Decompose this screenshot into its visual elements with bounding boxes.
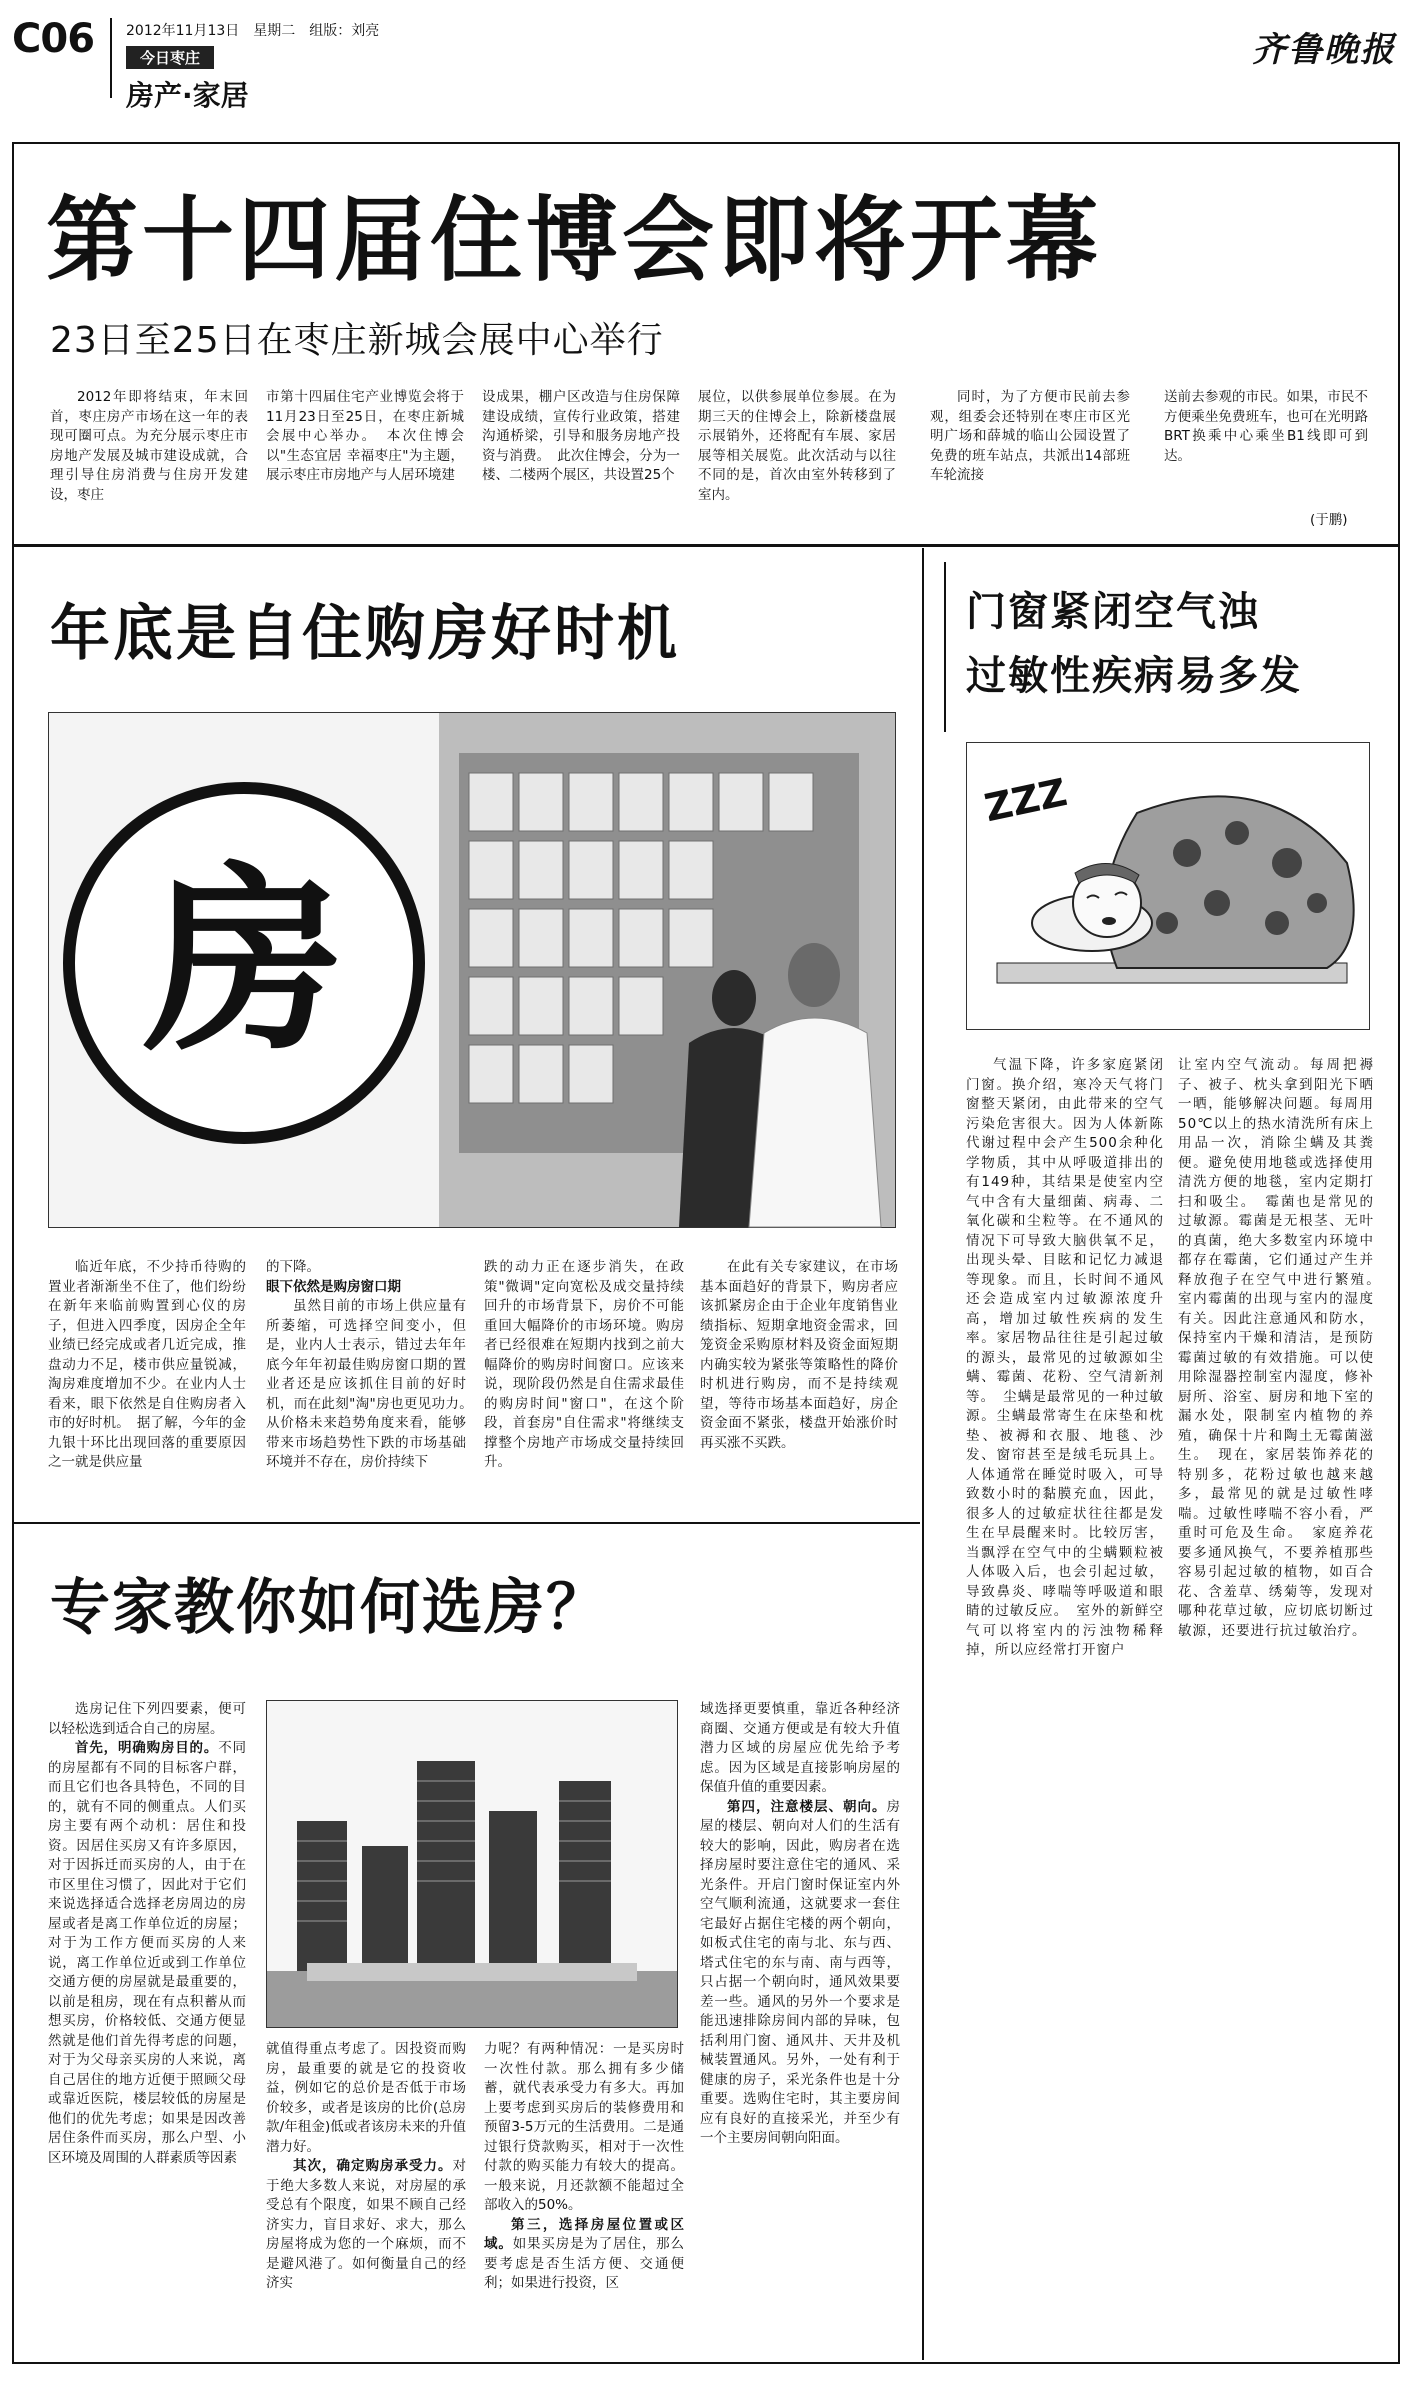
article2-col-d: 域选择更要慎重，靠近各种经济商圈、交通方便或是有较大升值潜力区域的房屋应优先给予考虑。因为区域是直接影响房屋的保值升值的重要因素。 第四，注意楼层、朝向。房屋的楼层、朝向对人们的生活有较大的影响，因此，购房者在选择房屋时要注意住宅的通风、采光条件。开启门窗时保证室内外空气顺利流通，这就要求一套住宅最好占据住宅楼的两个朝向，如板式住宅的南与北、东与西、塔式住宅的东与南、南与西等，只占据一个朝向时，通风效果要差一些。通风的另外一个要求是能迅速排除房间内部的异味，包括利用门窗、通风井、天井及机械装置通风。另外，一处有利于健康的房子，采光条件也是十分重要。选购住宅时，其主要房间应有良好的直接采光，并至少有一个主要房间朝向阳面。 [700, 1701, 900, 2146]
lead-col-4: 展位，以供参展单位参展。在为期三天的住博会上，除新楼盘展示展销外，还将配有车展、家居展等相关展览。此次活动与以往不同的是，首次由室外转移到了室内。 [698, 389, 896, 503]
sidebar-left-rule [944, 562, 946, 732]
edition-badge: 今日枣庄 [126, 46, 214, 69]
article1-col-2: 的下降。 眼下依然是购房窗口期 虽然目前的市场上供应量有所萎缩，可选择空间变小，但是，业内人士表示，错过去年年底今年年初最佳购房窗口期的置业者还是应该抓住目前的好时机，而在此刻"淘"房也更见功力。 从价格未来趋势角度来看，能够带来市场趋势性下跌的市场基础环境并不存在，房价持续下 [266, 1259, 480, 1470]
sidebar-headline-2: 过敏性疾病易多发 [966, 653, 1302, 699]
lead-col-1: 2012年即将结束，年末回首，枣庄房产市场在这一年的表现可圈可点。为充分展示枣庄市房地产发展及城市建设成就，合理引导住房消费与住房开发建设，枣庄 [50, 389, 248, 503]
sidebar-headline-1: 门窗紧闭空气浊 [966, 589, 1260, 635]
date-line: 2012年11月13日 星期二 组版：刘亮 [126, 23, 380, 39]
article1-headline: 年底是自住购房好时机 [50, 599, 680, 669]
allergy-illustration [966, 742, 1370, 1030]
lead-headline: 第十四届住博会即将开幕 [46, 187, 1103, 294]
article2-col-c: 力呢？有两种情况：一是买房时一次性付款。那么拥有多少储蓄，就代表承受力有多大。再加上要考虑到买房后的装修费用和预留3-5万元的生活费用。二是通过银行贷款购买，相对于一次性付款的购买能力有较大的提高。一般来说，月还款额不能超过全部收入的50%。 第三，选择房屋位置或区域。如果买房是为了居住，那么要考虑是否生活方便、交通便利；如果进行投资，区 [484, 2041, 685, 2291]
article2-heading-2: 其次，确定购房承受力。 [293, 2158, 453, 2174]
lead-col-5: 同时，为了方便市民前去参观，组委会还特别在枣庄市区光明广场和薛城的临山公园设置了免费的班车站点，共派出14部班车轮流接 [930, 389, 1130, 483]
article2-col-b: 就值得重点考虑了。因投资而购房，最重要的就是它的投资收益，例如它的总价是否低于市场价较多，或者是该房的比价(总房款/年租金)低或者该房未来的升值潜力好。 其次，确定购房承受力。对于绝大多数人来说，对房屋的承受总有个限度，如果不顾自己经济实力，盲目求好、求大，那么房屋将成为您的一个麻烦，而不是避风港了。如何衡量自己的经济实 [266, 2041, 466, 2291]
zzz-text: ZZZ [980, 770, 1071, 831]
house-market-photo-art [49, 713, 895, 1227]
article1-col-1: 临近年底，不少持币待购的置业者渐渐坐不住了，他们纷纷在新年来临前购置到心仪的房子，但进入四季度，因房企全年业绩已经完成或者几近完成，推盘动力不足，楼市供应量锐减，淘房难度增加不少。在业内人士看来，眼下依然是自住购房者入市的好时机。 据了解，今年的金九银十环比出现回落的重要原因之一就是供应量 [48, 1259, 246, 1470]
article1-rule [14, 1522, 920, 1524]
paper-logo: 齐鲁晚报 [1252, 30, 1396, 70]
masthead-divider [110, 18, 112, 98]
lead-rule [14, 544, 1398, 547]
lead-col-3: 设成果，棚户区改造与住房保障建设成绩，宣传行业政策，搭建沟通桥梁，引导和服务房地产投资与消费。 此次住博会，分为一楼、二楼两个展区，共设置25个 [482, 389, 680, 483]
buildings-render [267, 1701, 677, 2027]
article1-col-4: 在此有关专家建议，在市场基本面趋好的背景下，购房者应该抓紧房企由于企业年度销售业绩指标、短期拿地资金需求，回笼资金采购原材料及资金面短期内确实较为紧张等策略性的降价时机进行购房，而不是持续观望，等待市场基本面趋好，房企资金面不紧张，楼盘开始涨价时再买涨不买跌。 [700, 1259, 898, 1451]
article2-headline: 专家教你如何选房？ [50, 1573, 608, 1643]
sidebar-col-1: 气温下降，许多家庭紧闭门窗。换介绍，寒冷天气将门窗整天紧闭，由此带来的空气污染危害很大。因为人体新陈代谢过程中会产生500余种化学物质，其中从呼吸道排出的有149种，其结果是使室内空气中含有大量细菌、病毒、二氧化碳和尘粒等。在不通风的情况下可导致大脑供氧不足，出现头晕、目眩和记忆力减退等现象。而且，长时间不通风还会造成室内过敏源浓度升高，增加过敏性疾病的发生率。家居物品往往是引起过敏的源头，最常见的过敏源如尘螨、霉菌、花粉、空气清新剂等。 尘螨是最常见的一种过敏源。尘螨最常寄生在床垫和枕垫、被褥和衣服、地毯、沙发、窗帘甚至是绒毛玩具上。人体通常在睡觉时吸入，可导致数小时的黏膜充血，因此，很多人的过敏症状往往都是发生在早晨醒来时。比较厉害，当飘浮在空气中的尘螨颗粒被人体吸入后，也会引起过敏，导致鼻炎、哮喘等呼吸道和眼睛的过敏反应。 室外的新鲜空气可以将室内的污浊物稀释掉，所以应经常打开窗户 [966, 1057, 1164, 1658]
article2-heading-4: 第四，注意楼层、朝向。 [727, 1798, 887, 1815]
article2-col-a: 选房记住下列四要素，便可以轻松选到适合自己的房屋。 首先，明确购房目的。不同的房屋都有不同的目标客户群，而且它们也各具特色，不同的目的，就有不同的侧重点。人们买房主要有两个动机：居住和投资。因居住买房又有许多原因，对于因拆迁而买房的人，由于在市区里住习惯了，因此对于它们来说选择适合选择老房周边的房屋或者是离工作单位近的房屋；对于为工作方便而买房的人来说，离工作单位近或到工作单位交通方便的房屋就是最重要的，以前是租房，现在有点积蓄从而想买房，价格较低、交通方便显然就是他们首先得考虑的问题，对于为父母亲买房的人来说，离自己居住的地方近便于照顾父母或靠近医院，楼层较低的房屋是他们的优先考虑；如果是因改善居住条件而买房，那么户型、小区环境及周围的人群素质等因素 [48, 1701, 247, 2166]
article2-heading-3: 第三，选择房屋位置或区域。 [484, 2216, 684, 2252]
sleeping-person-art [967, 743, 1369, 1029]
lead-byline: (于鹏) [1310, 512, 1348, 528]
sidebar-col-2: 让室内空气流动。每周把褥子、被子、枕头拿到阳光下晒一晒，能够解决问题。每周用50℃以上的热水清洗所有床上用品一次，消除尘螨及其粪便。避免使用地毯或选择使用清洗方便的地毯，室内定期打扫和吸尘。 霉菌也是常见的过敏源。霉菌是无根茎、无叶的真菌，绝大多数室内环境中都存在霉菌，它们通过产生并释放孢子在空气中进行繁殖。 室内霉菌的出现与室内的湿度有关。因此注意通风和防水，保持室内干燥和清洁，是预防霉菌过敏的有效措施。可以使用除湿器控制室内湿度，修补厨所、浴室、厨房和地下室的漏水处，限制室内植物的养殖，确保十片和陶土无霉菌滋生。 现在，家居装饰养花的特别多，花粉过敏也越来越多，最常见的就是过敏性哮喘。过敏性哮喘不容小看，严重时可危及生命。 家庭养花要多通风换气，不要养植那些容易引起过敏的植物，如百合花、含羞草、绣菊等，发现对哪种花草过敏，应切底切断过敏源，还要进行抗过敏治疗。 [1178, 1057, 1389, 1639]
lead-subhead: 23日至25日在枣庄新城会展中心举行 [50, 320, 664, 361]
article1-col-3: 跌的动力正在逐步消失，在政策"微调"定向宽松及成交量持续回升的市场背景下，房价不可能重回大幅降价的市场环境。购房者已经很难在短期内找到之前大幅降价的购房时间窗口。应该来说，现阶段仍然是自住需求最佳的购房时间"窗口"，在这个阶段，首套房"自住需求"将继续支撑整个房地产市场成交量持续回升。 [484, 1259, 684, 1470]
buildings-photo [266, 1700, 678, 2028]
lead-col-6: 送前去参观的市民。如果，市民不方便乘坐免费班车，也可在光明路BRT换乘中心乘坐B1线即可到达。 [1164, 389, 1368, 464]
page-code: C06 [12, 16, 95, 62]
article2-heading-1: 首先，明确购房目的。 [75, 1740, 219, 1756]
section-title: 房产·家居 [126, 79, 249, 112]
article1-subheading: 眼下依然是购房窗口期 [266, 1278, 401, 1295]
house-market-photo [48, 712, 896, 1228]
sidebar-divider [922, 548, 924, 2360]
lead-col-2: 市第十四届住宅产业博览会将于11月23日至25日，在枣庄新城会展中心举办。 本次住博会以"生态宜居 幸福枣庄"为主题，展示枣庄市房地产与人居环境建 [266, 389, 464, 483]
photo-sign-char: 房 [143, 846, 345, 1079]
